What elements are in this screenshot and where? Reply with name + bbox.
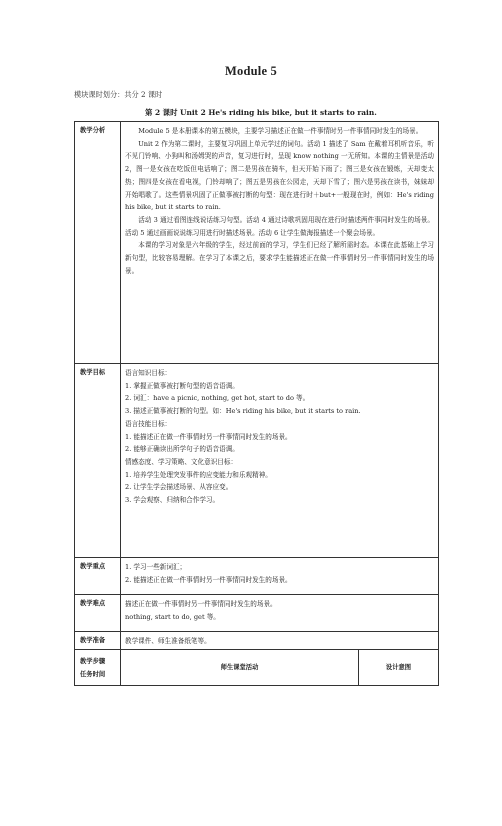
- goal-line: 语言技能目标：: [125, 419, 172, 428]
- difficulty-line: 描述正在做一件事情时另一件事情同时发生的场景。: [125, 600, 277, 608]
- steps-label: [75, 650, 121, 686]
- focus-row: [75, 558, 439, 595]
- goal-line: 情感态度、学习策略、文化意识目标：: [125, 457, 238, 466]
- focus-line: 2. 能描述正在做一件事情时另一件事情同时发生的场景。: [125, 575, 292, 584]
- goal-line: 3. 学会观察、归纳和合作学习。: [125, 496, 220, 505]
- focus-label: 教学重点: [75, 558, 121, 595]
- difficulty-content: [121, 595, 439, 632]
- analysis-row: [75, 122, 439, 364]
- analysis-paragraph: 活动 3 通过看图连线说话练习句型。活动 4 通过诗歌巩固用现在进行时描述两件事同时发生的场景。活动 5 通过画画说说练习用进行时描述场景。活动 6 让学生做海报描述一个聚会场景。: [125, 215, 434, 237]
- goals-content: [121, 364, 439, 558]
- goals-row: [75, 364, 439, 558]
- prep-row: [75, 632, 439, 650]
- analysis-content: [121, 122, 439, 364]
- lesson-plan-table: [74, 121, 439, 686]
- focus-content: [121, 558, 439, 595]
- goal-line: 1. 培养学生处理突发事件的应变能力和乐观精神。: [125, 470, 272, 479]
- analysis-paragraph: Unit 2 作为第二课时，主要复习巩固上单元学过的词句。活动 1 描述了 Sam 在戴着耳机听音乐，听不见门铃响、小狗叫和汤姆哭的声音，复习进行时，呈现 know nothing 一无所知。本课的主情景是活动 2，图一是女孩在吃饭但电话响了；图二是男孩在骑车，但天开始下雨了；图三是女孩在锻炼，天却变太热；图四是女孩在看电视，门铃却响了；图五是男孩在公园走，天却下雪了；图六是男孩在读书，妹妹却开始唱歌了。这些情景巩固了正做事被打断的句型：现在进行时＋but+一般现在时，例如：He's riding his bike, but it starts to rain.: [125, 139, 434, 212]
- prep-content: 教学课件、师生准备纸笔等。: [121, 632, 439, 650]
- difficulty-row: [75, 595, 439, 632]
- prep-label: 教学准备: [75, 632, 121, 650]
- goal-line: 1. 能描述正在做一件事情时另一件事情同时发生的场景。: [125, 432, 292, 441]
- goal-line: 语言知识目标：: [125, 369, 172, 377]
- analysis-label: 教学分析: [75, 122, 121, 364]
- steps-header-row: [75, 650, 439, 686]
- steps-label-line2: 任务时间: [80, 670, 106, 678]
- analysis-paragraph: 本课的学习对象是六年级的学生，经过前面的学习，学生们已经了解所需时态。本课在此基础上学习新句型，比较容易理解。在学习了本课之后，要求学生能描述正在做一件事情时另一件事情同时发生的场景。: [125, 241, 434, 275]
- goal-line: 2. 让学生学会描述场景、从容应变。: [125, 483, 233, 492]
- activity-column-header: 师生课堂活动: [121, 650, 359, 686]
- lesson-division: 模块课时划分：共分 2 课时: [74, 90, 163, 99]
- goal-line: 1. 掌握正做事被打断句型的语音语调。: [125, 381, 239, 390]
- goal-line: 3. 描述正做事被打断的句型。如：He's riding his bike, but it starts to rain.: [125, 407, 361, 416]
- goal-line: 2. 能够正确读出所学句子的语音语调。: [125, 445, 239, 454]
- intent-column-header: 设计意图: [359, 650, 439, 686]
- goal-line: 2. 词汇：have a picnic, nothing, get hot, start to do 等。: [125, 394, 310, 403]
- lesson-heading: 第 2 课时 Unit 2 He's riding his bike, but it starts to rain.: [145, 108, 377, 117]
- page-title: Module 5: [225, 64, 277, 78]
- difficulty-line: nothing, start to do, get 等。: [125, 612, 220, 621]
- difficulty-label: 教学难点: [75, 595, 121, 632]
- goals-label: 教学目标: [75, 364, 121, 558]
- focus-line: 1. 学习一些新词汇；: [125, 563, 187, 571]
- analysis-paragraph: Module 5 是本册课本的第五模块，主要学习描述正在做一件事情时另一件事情同时发生的场景。: [138, 127, 423, 135]
- steps-label-line1: 教学步骤: [80, 657, 106, 665]
